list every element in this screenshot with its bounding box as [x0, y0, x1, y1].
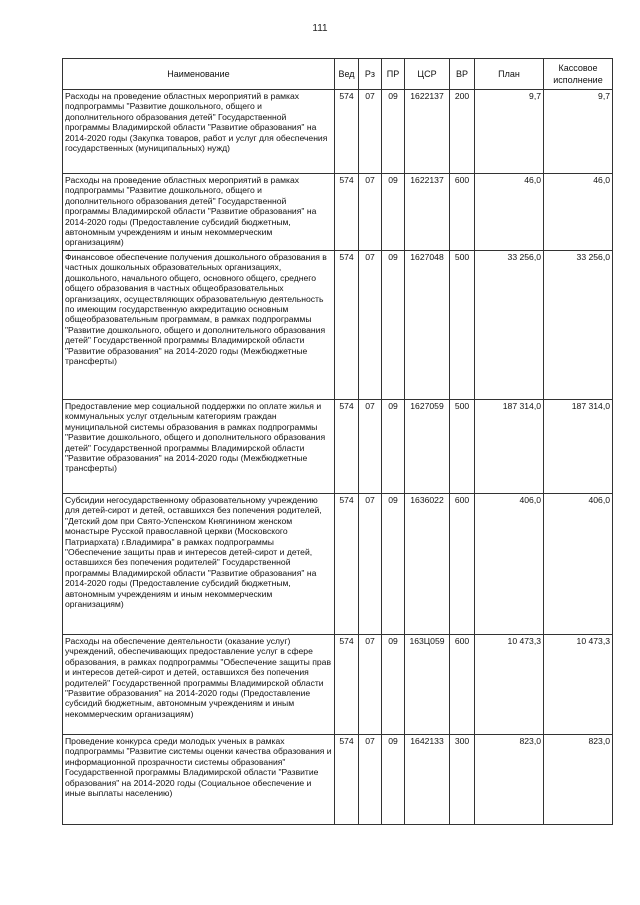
cell-csr: 1622137	[405, 90, 450, 174]
cell-vr: 600	[450, 494, 475, 635]
cell-kassovoe: 9,7	[544, 90, 613, 174]
cell-ved: 574	[335, 400, 359, 494]
cell-pr: 09	[382, 635, 405, 735]
cell-ved: 574	[335, 251, 359, 400]
cell-ved: 574	[335, 635, 359, 735]
cell-name: Расходы на проведение областных мероприятий в рамках подпрограммы "Развитие дошкольного, общего и дополнительного образования детей" Государственной программы Владимирской области "Развитие образования" на 2014-2020 годы (Предоставление субсидий бюджетным, автономным учреждениям и иным некоммерческим организациям)	[63, 174, 335, 251]
cell-name: Предоставление мер социальной поддержки по оплате жилья и коммунальных услуг отдельным категориям граждан муниципальной системы образования в рамках подпрограммы "Развитие дошкольного, общего и дополнительного образования детей" Государственной программы Владимирской области "Развитие образования" на 2014-2020 годы (Межбюджетные трансферты)	[63, 400, 335, 494]
cell-csr: 1636022	[405, 494, 450, 635]
cell-csr: 1622137	[405, 174, 450, 251]
header-kassovoe: Кассовое исполнение	[544, 59, 613, 90]
table-row	[63, 635, 613, 735]
cell-pr: 09	[382, 251, 405, 400]
cell-ved: 574	[335, 735, 359, 825]
cell-name: Расходы на проведение областных мероприятий в рамках подпрограммы "Развитие дошкольного, общего и дополнительного образования детей" Государственной программы Владимирской области "Развитие образования" на 2014-2020 годы (Закупка товаров, работ и услуг для обеспечения государственных (муниципальных) нужд)	[63, 90, 335, 174]
cell-vr: 500	[450, 400, 475, 494]
cell-pr: 09	[382, 90, 405, 174]
cell-plan: 33 256,0	[475, 251, 544, 400]
cell-name: Расходы на обеспечение деятельности (оказание услуг) учреждений, обеспечивающих предоставление услуг в сфере образования, в рамках подпрограммы "Обеспечение защиты прав и интересов детей-сирот и детей, оставшихся без попечения родителей" Государственной программы Владимирской области "Развитие образования" на 2014-2020 годы (Предоставление субсидий бюджетным, автономным учреждениям и иным некоммерческим организациям)	[63, 635, 335, 735]
cell-plan: 187 314,0	[475, 400, 544, 494]
cell-kassovoe: 406,0	[544, 494, 613, 635]
cell-plan: 823,0	[475, 735, 544, 825]
header-csr: ЦСР	[405, 59, 450, 90]
cell-ved: 574	[335, 90, 359, 174]
table-row	[63, 90, 613, 174]
header-vr: ВР	[450, 59, 475, 90]
cell-kassovoe: 187 314,0	[544, 400, 613, 494]
cell-vr: 600	[450, 174, 475, 251]
cell-rz: 07	[359, 251, 382, 400]
cell-kassovoe: 823,0	[544, 735, 613, 825]
cell-plan: 46,0	[475, 174, 544, 251]
cell-name: Финансовое обеспечение получения дошкольного образования в частных дошкольных образовательных организациях, дошкольного, начального общего, основного общего, среднего общего образования в частных общеобразовательных организациях, осуществляющих образовательную деятельность по имеющим государственную аккредитацию основным общеобразовательным программам, в рамках подпрограммы "Развитие дошкольного, общего и дополнительного образования детей" Государственной программы Владимирской области "Развитие образования" на 2014-2020 годы (Межбюджетные трансферты)	[63, 251, 335, 400]
table-row	[63, 400, 613, 494]
cell-kassovoe: 46,0	[544, 174, 613, 251]
cell-plan: 9,7	[475, 90, 544, 174]
header-name: Наименование	[63, 59, 335, 90]
cell-rz: 07	[359, 174, 382, 251]
cell-rz: 07	[359, 400, 382, 494]
cell-vr: 200	[450, 90, 475, 174]
cell-vr: 300	[450, 735, 475, 825]
budget-table	[62, 58, 613, 825]
header-pr: ПР	[382, 59, 405, 90]
header-plan: План	[475, 59, 544, 90]
cell-pr: 09	[382, 735, 405, 825]
cell-ved: 574	[335, 174, 359, 251]
page-number: 111	[312, 23, 328, 34]
cell-rz: 07	[359, 90, 382, 174]
cell-name: Субсидии негосударственному образовательному учреждению для детей-сирот и детей, оставшихся без попечения родителей, "Детский дом при Свято-Успенском Княгинином женском монастыре Русской православной церкви (Московского Патриархата) г.Владимира" в рамках подпрограммы "Обеспечение защиты прав и интересов детей-сирот и детей, оставшихся без попечения родителей" Государственной программы Владимирской области "Развитие образования" на 2014-2020 годы (Предоставление субсидий бюджетным, автономным учреждениям и иным некоммерческим организациям)	[63, 494, 335, 635]
header-rz: Рз	[359, 59, 382, 90]
table-row	[63, 174, 613, 251]
cell-vr: 500	[450, 251, 475, 400]
cell-kassovoe: 10 473,3	[544, 635, 613, 735]
cell-rz: 07	[359, 735, 382, 825]
cell-pr: 09	[382, 174, 405, 251]
table-row	[63, 251, 613, 400]
cell-kassovoe: 33 256,0	[544, 251, 613, 400]
cell-pr: 09	[382, 494, 405, 635]
cell-rz: 07	[359, 494, 382, 635]
cell-rz: 07	[359, 635, 382, 735]
table-header-row	[63, 59, 613, 90]
cell-csr: 1627059	[405, 400, 450, 494]
cell-plan: 10 473,3	[475, 635, 544, 735]
cell-pr: 09	[382, 400, 405, 494]
cell-ved: 574	[335, 494, 359, 635]
table-row	[63, 735, 613, 825]
cell-csr: 163Ц059	[405, 635, 450, 735]
cell-plan: 406,0	[475, 494, 544, 635]
cell-name: Проведение конкурса среди молодых ученых в рамках подпрограммы "Развитие системы оценки качества образования и информационной прозрачности системы образования" Государственной программы Владимирской области "Развитие образования" на 2014-2020 годы (Социальное обеспечение и иные выплаты населению)	[63, 735, 335, 825]
cell-csr: 1627048	[405, 251, 450, 400]
cell-vr: 600	[450, 635, 475, 735]
cell-csr: 1642133	[405, 735, 450, 825]
header-ved: Вед	[335, 59, 359, 90]
table-row	[63, 494, 613, 635]
